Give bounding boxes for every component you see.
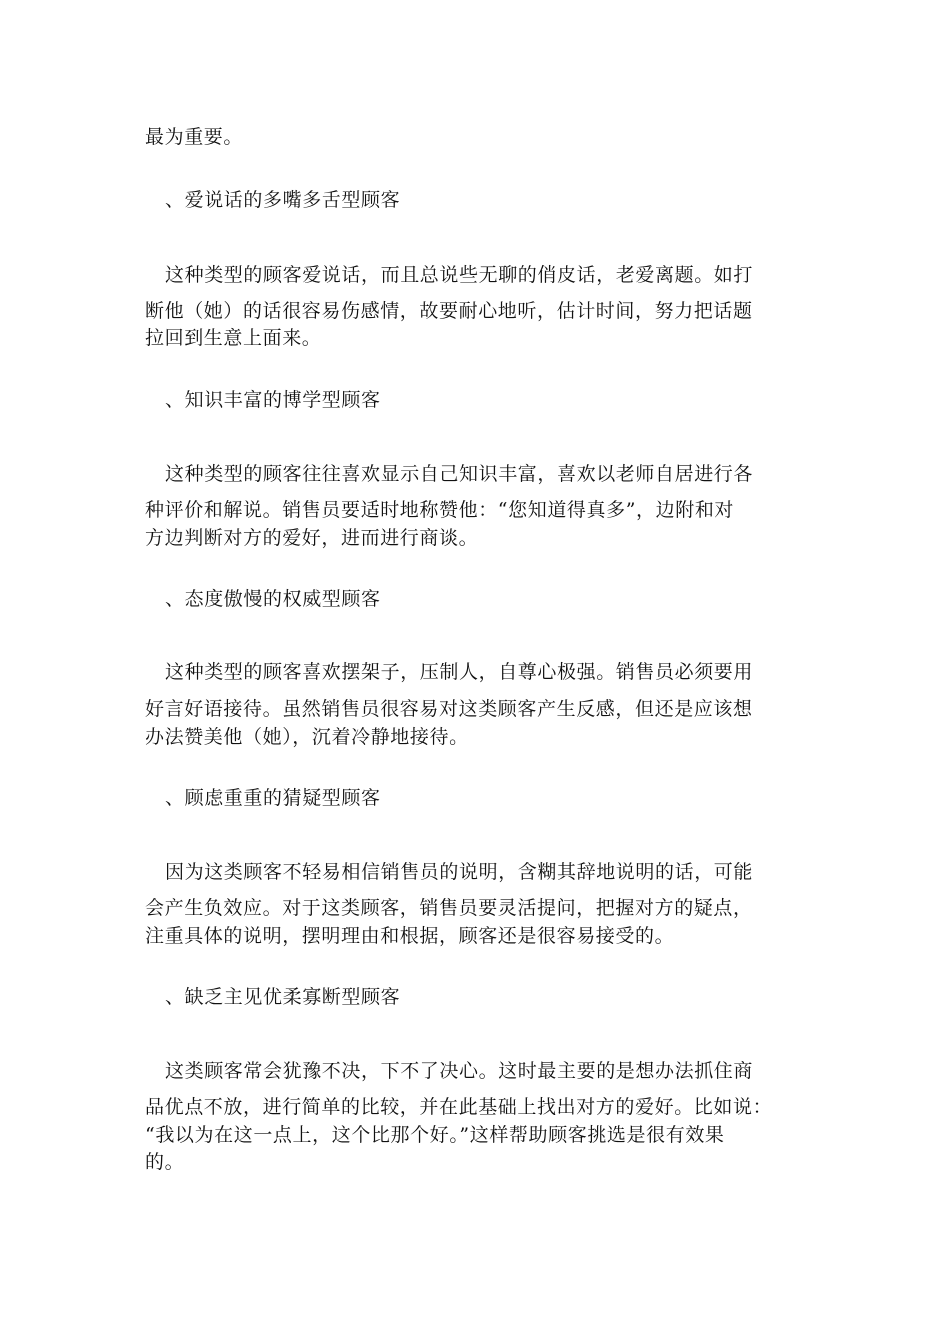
paragraph-line: “我以为在这一点上，这个比那个好。”这样帮助顾客挑选是很有效果	[145, 1124, 725, 1146]
paragraph-line: 这种类型的顾客爱说话，而且总说些无聊的俏皮话，老爱离题。如打	[165, 264, 754, 286]
paragraph-line: 办法赞美他（她），沉着冷静地接待。	[145, 726, 469, 748]
paragraph-line: 种评价和解说。销售员要适时地称赞他：“您知道得真多”，边附和对	[145, 499, 735, 521]
paragraph-line: 断他（她）的话很容易伤感情，故要耐心地听，估计时间，努力把话题	[145, 300, 753, 322]
paragraph-line: 方边判断对方的爱好，进而进行商谈。	[145, 527, 479, 549]
section-heading: 、知识丰富的博学型顾客	[165, 389, 381, 411]
paragraph-line: 注重具体的说明，摆明理由和根据，顾客还是很容易接受的。	[145, 925, 675, 947]
paragraph-line: 拉回到生意上面来。	[145, 327, 322, 349]
paragraph-line: 好言好语接待。虽然销售员很容易对这类顾客产生反感，但还是应该想	[145, 698, 753, 720]
paragraph-line: 会产生负效应。对于这类顾客，销售员要灵活提问，把握对方的疑点，	[145, 897, 753, 919]
section-heading: 、顾虑重重的猜疑型顾客	[165, 787, 381, 809]
section-heading: 、态度傲慢的权威型顾客	[165, 588, 381, 610]
section-heading: 、缺乏主见优柔寡断型顾客	[165, 986, 401, 1008]
paragraph-line: 的。	[145, 1151, 185, 1173]
section-heading: 、爱说话的多嘴多舌型顾客	[165, 189, 401, 211]
text-line: 最为重要。	[145, 126, 244, 148]
paragraph-line: 因为这类顾客不轻易相信销售员的说明，含糊其辞地说明的话，可能	[165, 861, 754, 883]
paragraph-line: 这类顾客常会犹豫不决，下不了决心。这时最主要的是想办法抓住商	[165, 1060, 754, 1082]
paragraph-line: 品优点不放，进行简单的比较，并在此基础上找出对方的爱好。比如说：	[145, 1096, 773, 1118]
paragraph-line: 这种类型的顾客喜欢摆架子，压制人，自尊心极强。销售员必须要用	[165, 661, 754, 683]
paragraph-line: 这种类型的顾客往往喜欢显示自己知识丰富，喜欢以老师自居进行各	[165, 463, 754, 485]
